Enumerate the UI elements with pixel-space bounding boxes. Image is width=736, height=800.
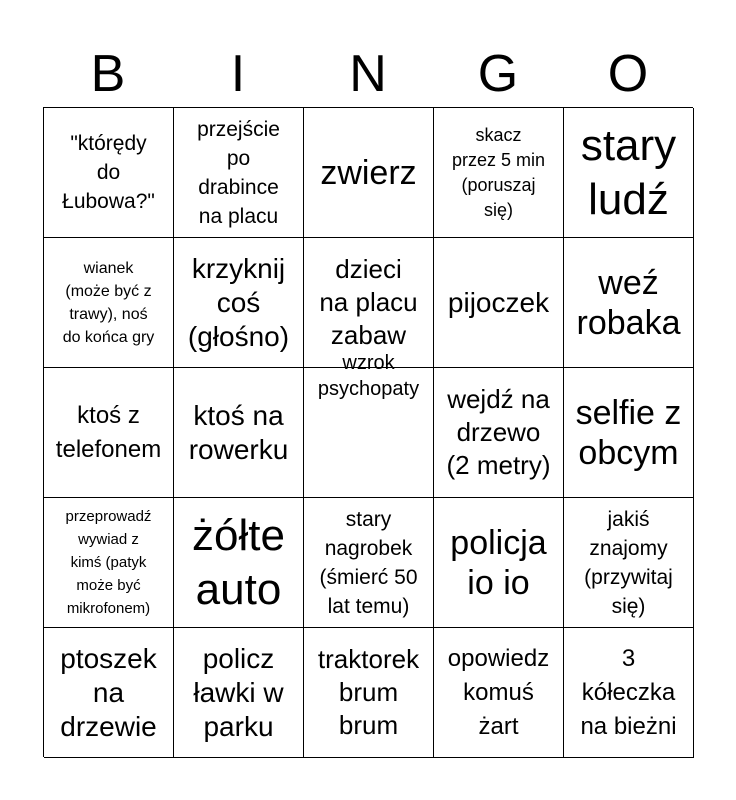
bingo-cell-text: zwierz	[320, 153, 417, 192]
bingo-cell-text: stary ludź	[580, 120, 677, 224]
bingo-cell[interactable]	[174, 498, 304, 628]
bingo-cell-text: ptoszek na drzewie	[60, 642, 157, 742]
bingo-cell[interactable]	[304, 108, 434, 238]
bingo-cell-text: wianek (może być z trawy), noś do końca gry	[62, 259, 155, 346]
bingo-cell-text: selfie z obcym	[575, 393, 682, 472]
header-letter-o: O	[607, 45, 649, 103]
bingo-card-grid	[43, 107, 693, 757]
bingo-cell[interactable]	[304, 352, 434, 498]
bingo-cell-text: ktoś z telefonem	[55, 401, 162, 463]
bingo-cell-text: jakiś znajomy (przywitaj się)	[584, 507, 673, 618]
header-letter-i: I	[230, 45, 246, 103]
bingo-cell-text: opowiedz komuś żart	[447, 644, 550, 740]
bingo-cell[interactable]	[174, 628, 304, 758]
header-letter-n: N	[349, 45, 387, 103]
bingo-cell[interactable]	[304, 238, 434, 368]
bingo-cell-text: policja io io	[450, 523, 547, 602]
bingo-cell[interactable]	[434, 368, 564, 498]
bingo-cell[interactable]	[434, 108, 564, 238]
bingo-cell-text: skacz przez 5 min (poruszaj się)	[451, 124, 546, 220]
bingo-cell-text: stary nagrobek (śmierć 50 lat temu)	[319, 507, 418, 618]
header-letter-g: G	[477, 45, 519, 103]
header-letter-b: B	[90, 45, 126, 103]
bingo-cell[interactable]	[304, 628, 434, 758]
bingo-cell[interactable]	[174, 108, 304, 238]
bingo-cell-text: wzrok psychopaty	[317, 352, 420, 400]
bingo-cell[interactable]	[304, 498, 434, 628]
bingo-cell[interactable]	[174, 368, 304, 498]
bingo-cell-text: "którędy do Łubowa?"	[62, 132, 155, 213]
bingo-cell-text: żółte auto	[192, 510, 285, 614]
bingo-cell-text: przejście po drabince na placu	[197, 117, 280, 228]
bingo-cell[interactable]	[564, 498, 694, 628]
bingo-cell[interactable]	[44, 368, 174, 498]
bingo-cell-text: ktoś na rowerku	[188, 399, 289, 465]
bingo-cell[interactable]	[434, 498, 564, 628]
bingo-cell[interactable]	[44, 108, 174, 238]
bingo-cell[interactable]	[174, 238, 304, 368]
bingo-cell-text: przeprowadź wywiad z kimś (patyk może być mikrofonem)	[65, 508, 152, 617]
bingo-cell[interactable]	[434, 628, 564, 758]
bingo-cell[interactable]	[434, 238, 564, 368]
bingo-cell[interactable]	[564, 108, 694, 238]
bingo-header	[43, 40, 693, 108]
bingo-cell[interactable]	[564, 238, 694, 368]
bingo-cell[interactable]	[44, 498, 174, 628]
bingo-cell-text: weź robaka	[576, 263, 681, 342]
bingo-cell[interactable]	[564, 368, 694, 498]
bingo-cell-text: 3 kółeczka na bieżni	[580, 644, 677, 740]
bingo-cell-text: dzieci na placu zabaw	[319, 254, 418, 350]
bingo-cell[interactable]	[44, 628, 174, 758]
bingo-cell-text: wejdź na drzewo (2 metry)	[446, 384, 551, 480]
bingo-cell[interactable]	[564, 628, 694, 758]
bingo-cell[interactable]	[44, 238, 174, 368]
bingo-cell-text: krzyknij coś (głośno)	[187, 252, 290, 352]
bingo-cell-text: pijoczek	[447, 286, 550, 318]
bingo-cell-text: policz ławki w parku	[193, 642, 284, 742]
bingo-cell-text: traktorek brum brum	[317, 644, 420, 740]
